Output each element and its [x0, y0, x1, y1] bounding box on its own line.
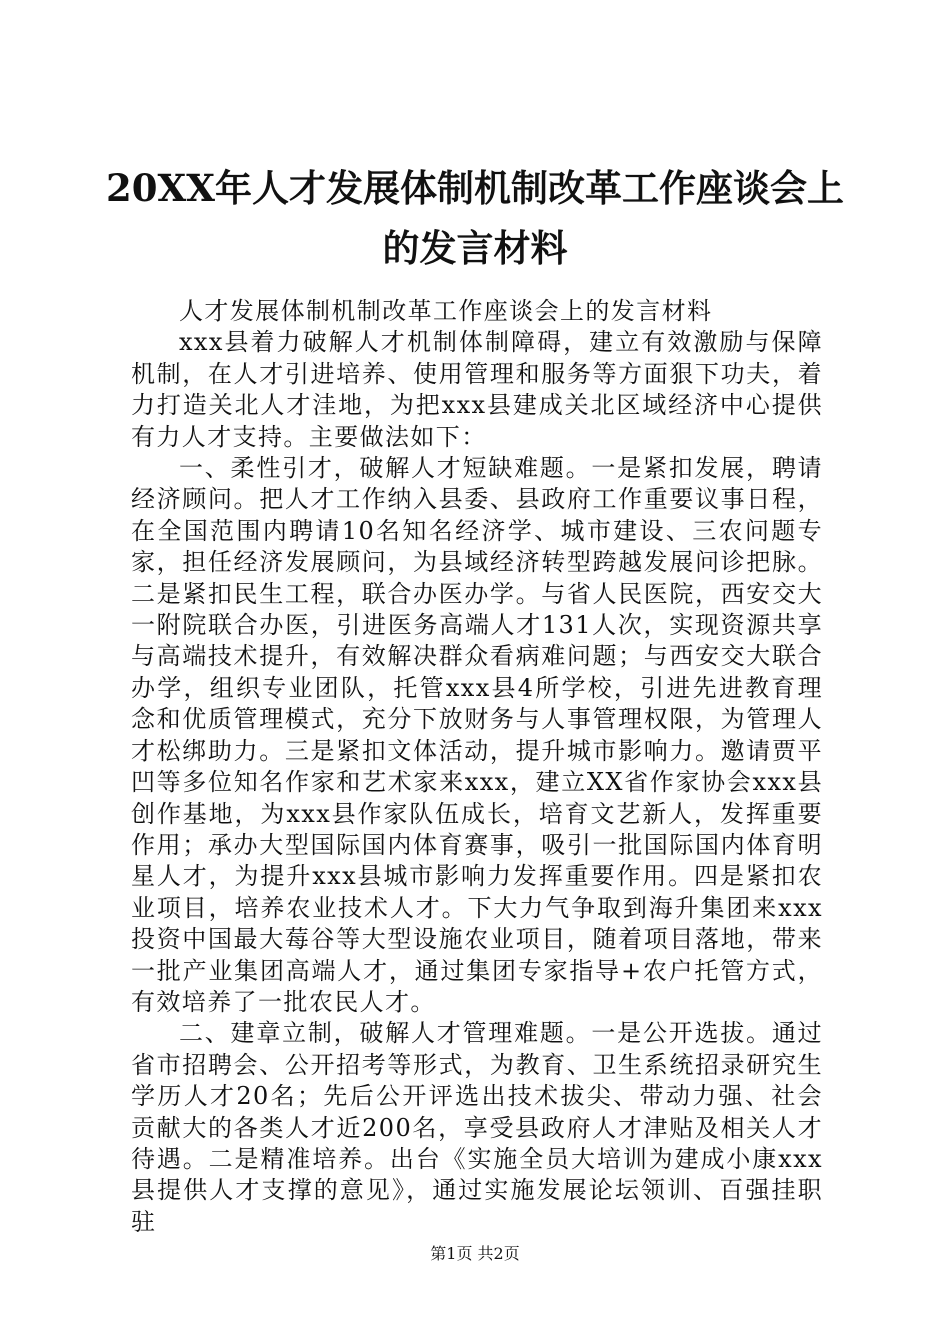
body-paragraph-subtitle: 人才发展体制机制改革工作座谈会上的发言材料 [179, 297, 713, 325]
page-number-footer: 第1页 共2页 [430, 1244, 520, 1263]
document-title: 20XX年人才发展体制机制改革工作座谈会上的发言材料 [106, 166, 844, 270]
body-paragraph-intro: xxx县着力破解人才机制体制障碍，建立有效激励与保障机制，在人才引进培养、使用管理和服务等方面狠下功夫，着力打造关北人才洼地，为把xxx县建成关北区域经济中心提供有力人才支持。主要做法如下： [131, 328, 823, 451]
body-paragraph-section-2: 二、建章立制，破解人才管理难题。一是公开选拔。通过省市招聘会、公开招考等形式，为教育、卫生系统招录研究生学历人才20名；先后公开评选出技术拔尖、带动力强、社会贡献大的各类人才近200名，享受县政府人才津贴及相关人才待遇。二是精准培养。出台《实施全员大培训为建成小康xxx县提供人才支撑的意见》，通过实施发展论坛领训、百强挂职驻 [131, 1019, 823, 1236]
body-paragraph-section-1: 一、柔性引才，破解人才短缺难题。一是紧扣发展，聘请经济顾问。把人才工作纳入县委、县政府工作重要议事日程，在全国范围内聘请10名知名经济学、城市建设、三农问题专家，担任经济发展顾问，为县域经济转型跨越发展问诊把脉。二是紧扣民生工程，联合办医办学。与省人民医院，西安交大一附院联合办医，引进医务高端人才131人次，实现资源共享与高端技术提升，有效解决群众看病难问题；与西安交大联合办学，组织专业团队，托管xxx县4所学校，引进先进教育理念和优质管理模式，充分下放财务与人事管理权限，为管理人才松绑助力。三是紧扣文体活动，提升城市影响力。邀请贾平凹等多位知名作家和艺术家来xxx，建立XX省作家协会xxx县创作基地，为xxx县作家队伍成长，培育文艺新人，发挥重要作用；承办大型国际国内体育赛事，吸引一批国际国内体育明星人才，为提升xxx县城市影响力发挥重要作用。四是紧扣农业项目，培养农业技术人才。下大力气争取到海升集团来xxx投资中国最大莓谷等大型设施农业项目，随着项目落地，带来一批产业集团高端人才，通过集团专家指导+农户托管方式，有效培养了一批农民人才。 [131, 454, 823, 1016]
document-body [131, 296, 823, 1238]
